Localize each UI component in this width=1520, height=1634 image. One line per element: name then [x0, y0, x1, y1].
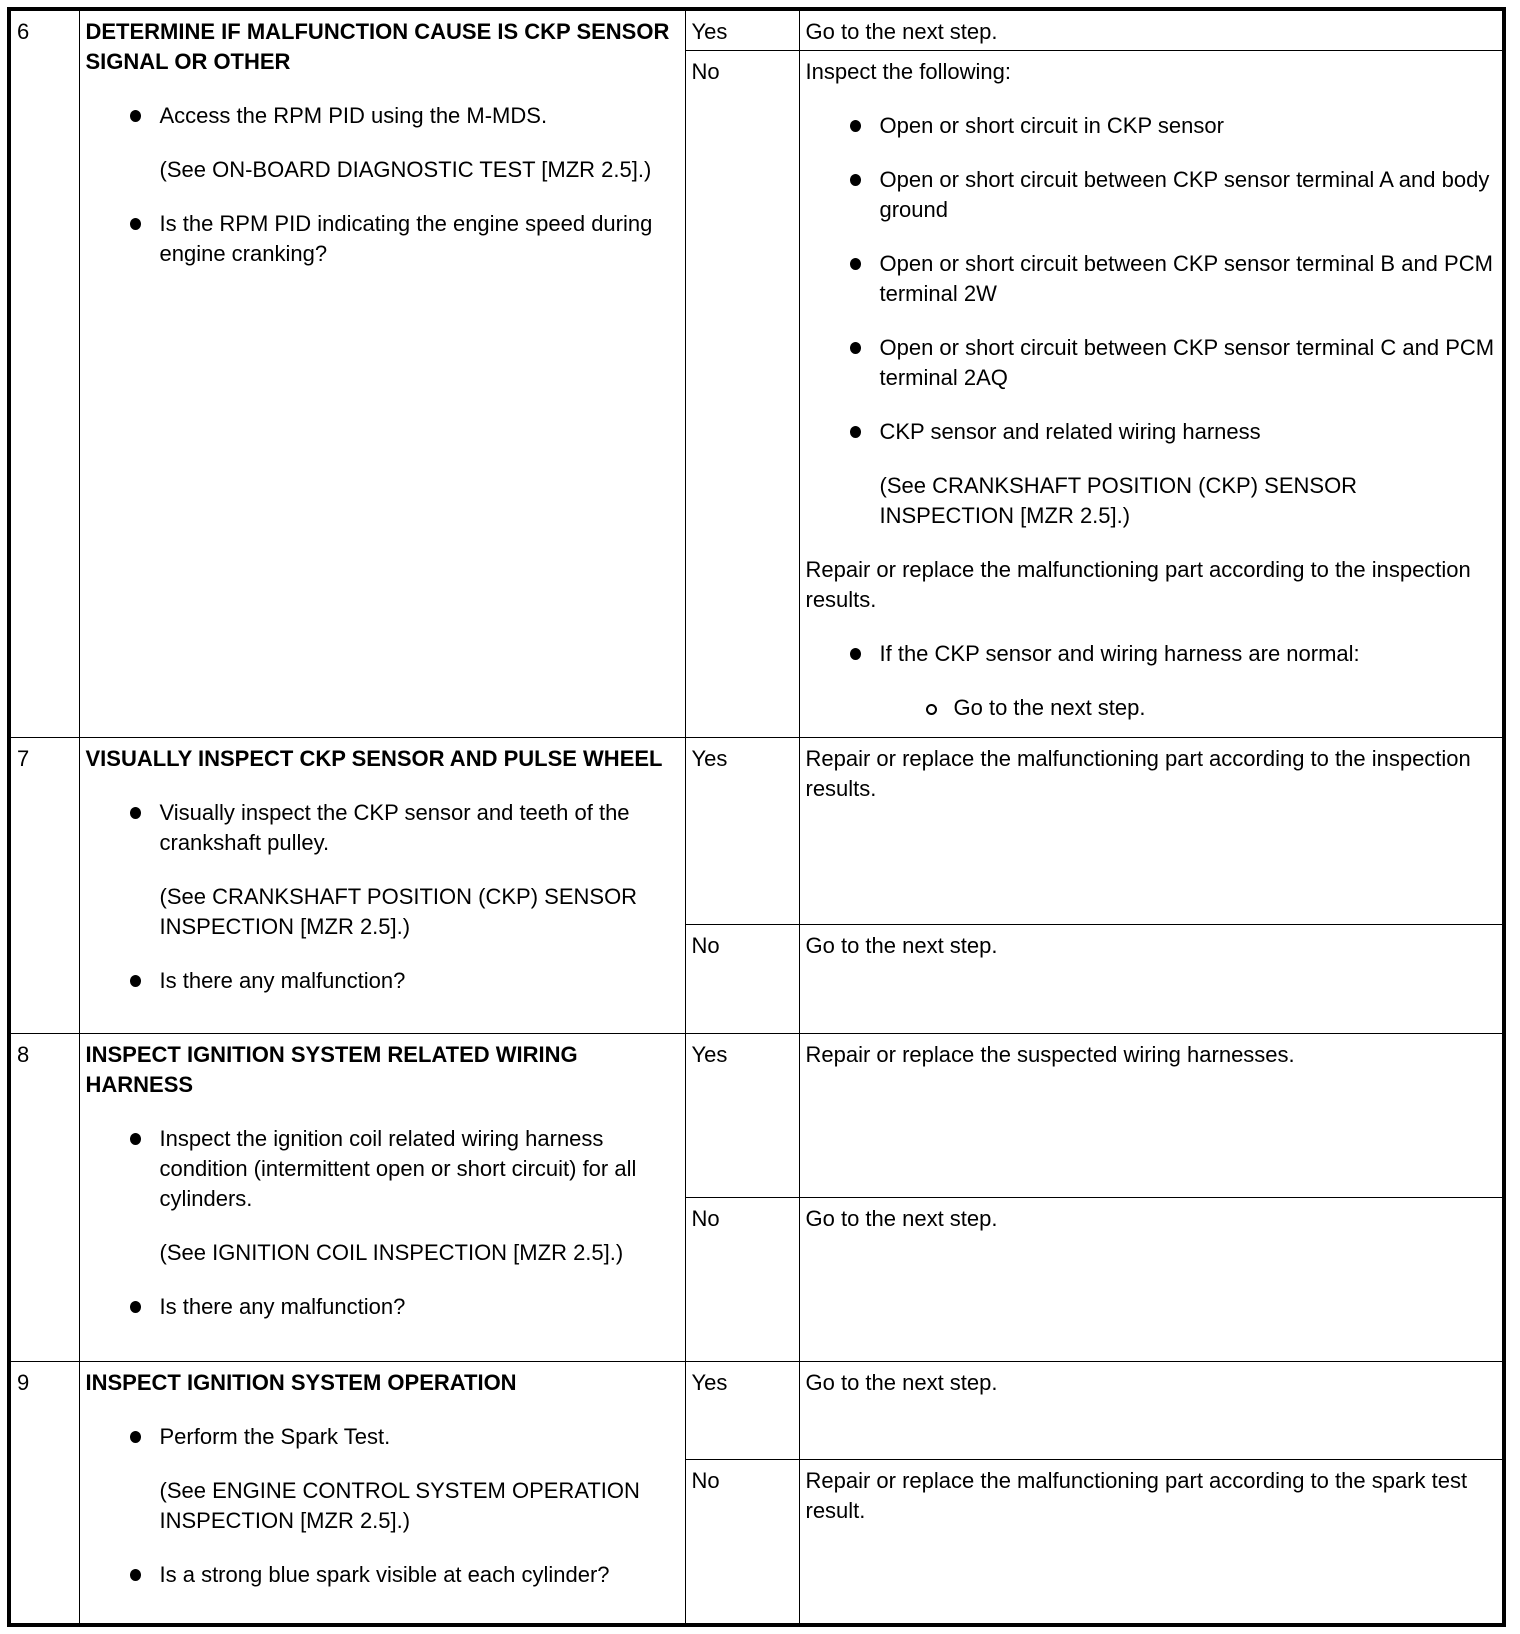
bullet: Visually inspect the CKP sensor and teeth of the crankshaft pulley.	[86, 798, 679, 858]
step-number: 9	[9, 1361, 79, 1625]
yes-label: Yes	[685, 9, 799, 50]
step-number: 6	[9, 9, 79, 737]
bullet: Is there any malfunction?	[86, 966, 679, 996]
bullet: Perform the Spark Test.	[86, 1422, 679, 1452]
step-cell	[79, 737, 685, 1033]
yes-action: Go to the next step.	[799, 1361, 1504, 1459]
bullet: If the CKP sensor and wiring harness are normal:	[806, 639, 1497, 669]
yes-action: Go to the next step.	[799, 9, 1504, 50]
diagnostic-table	[7, 7, 1506, 1627]
table-row	[9, 1361, 1504, 1459]
bullet: Open or short circuit in CKP sensor	[806, 111, 1497, 141]
no-label: No	[685, 1459, 799, 1625]
reference: (See ON-BOARD DIAGNOSTIC TEST [MZR 2.5].)	[159, 157, 652, 182]
step-title: DETERMINE IF MALFUNCTION CAUSE IS CKP SENSOR SIGNAL OR OTHER	[85, 19, 670, 74]
step-title: INSPECT IGNITION SYSTEM RELATED WIRING HARNESS	[85, 1041, 578, 1097]
bullet: Open or short circuit between CKP sensor terminal B and PCM terminal 2W	[806, 249, 1497, 309]
table-row	[9, 737, 1504, 924]
yes-action: Repair or replace the suspected wiring harnesses.	[799, 1033, 1504, 1197]
step-title: VISUALLY INSPECT CKP SENSOR AND PULSE WHEEL	[85, 745, 663, 771]
bullet: Access the RPM PID using the M-MDS.	[86, 101, 679, 131]
no-label: No	[685, 924, 799, 1033]
bullet: Is a strong blue spark visible at each cylinder?	[86, 1560, 679, 1590]
no-action: Go to the next step.	[799, 1197, 1504, 1361]
bullet: CKP sensor and related wiring harness	[806, 417, 1497, 447]
table-row	[9, 1033, 1504, 1197]
yes-label: Yes	[685, 737, 799, 924]
no-label: No	[685, 50, 799, 737]
bullet: Open or short circuit between CKP sensor terminal A and body ground	[806, 165, 1497, 225]
step-cell	[79, 1361, 685, 1625]
step-cell	[79, 1033, 685, 1361]
step-number: 7	[9, 737, 79, 1033]
no-label: No	[685, 1197, 799, 1361]
step-number: 8	[9, 1033, 79, 1361]
sub-bullet: Go to the next step.	[806, 693, 1497, 723]
no-action: Go to the next step.	[799, 924, 1504, 1033]
reference: (See CRANKSHAFT POSITION (CKP) SENSOR INSPECTION [MZR 2.5].)	[159, 883, 638, 939]
reference: (See IGNITION COIL INSPECTION [MZR 2.5].)	[159, 1239, 624, 1265]
table-row	[9, 9, 1504, 50]
step-cell	[79, 9, 685, 737]
no-intro: Inspect the following:	[805, 58, 1011, 84]
step-title: INSPECT IGNITION SYSTEM OPERATION	[85, 1369, 517, 1395]
bullet: Open or short circuit between CKP sensor terminal C and PCM terminal 2AQ	[806, 333, 1497, 393]
yes-action: Repair or replace the malfunctioning part according to the inspection results.	[799, 737, 1504, 924]
bullet: Is there any malfunction?	[86, 1292, 679, 1322]
yes-label: Yes	[685, 1033, 799, 1197]
reference: (See ENGINE CONTROL SYSTEM OPERATION INSPECTION [MZR 2.5].)	[159, 1477, 640, 1533]
bullet: Inspect the ignition coil related wiring harness condition (intermittent open or short circuit) for all cylinders.	[86, 1124, 679, 1214]
no-action	[799, 50, 1504, 737]
reference: (See CRANKSHAFT POSITION (CKP) SENSOR INSPECTION [MZR 2.5].)	[879, 472, 1358, 528]
repair-text: Repair or replace the malfunctioning part according to the inspection results.	[805, 556, 1471, 612]
yes-label: Yes	[685, 1361, 799, 1459]
no-action: Repair or replace the malfunctioning part according to the spark test result.	[799, 1459, 1504, 1625]
bullet: Is the RPM PID indicating the engine speed during engine cranking?	[86, 209, 679, 269]
